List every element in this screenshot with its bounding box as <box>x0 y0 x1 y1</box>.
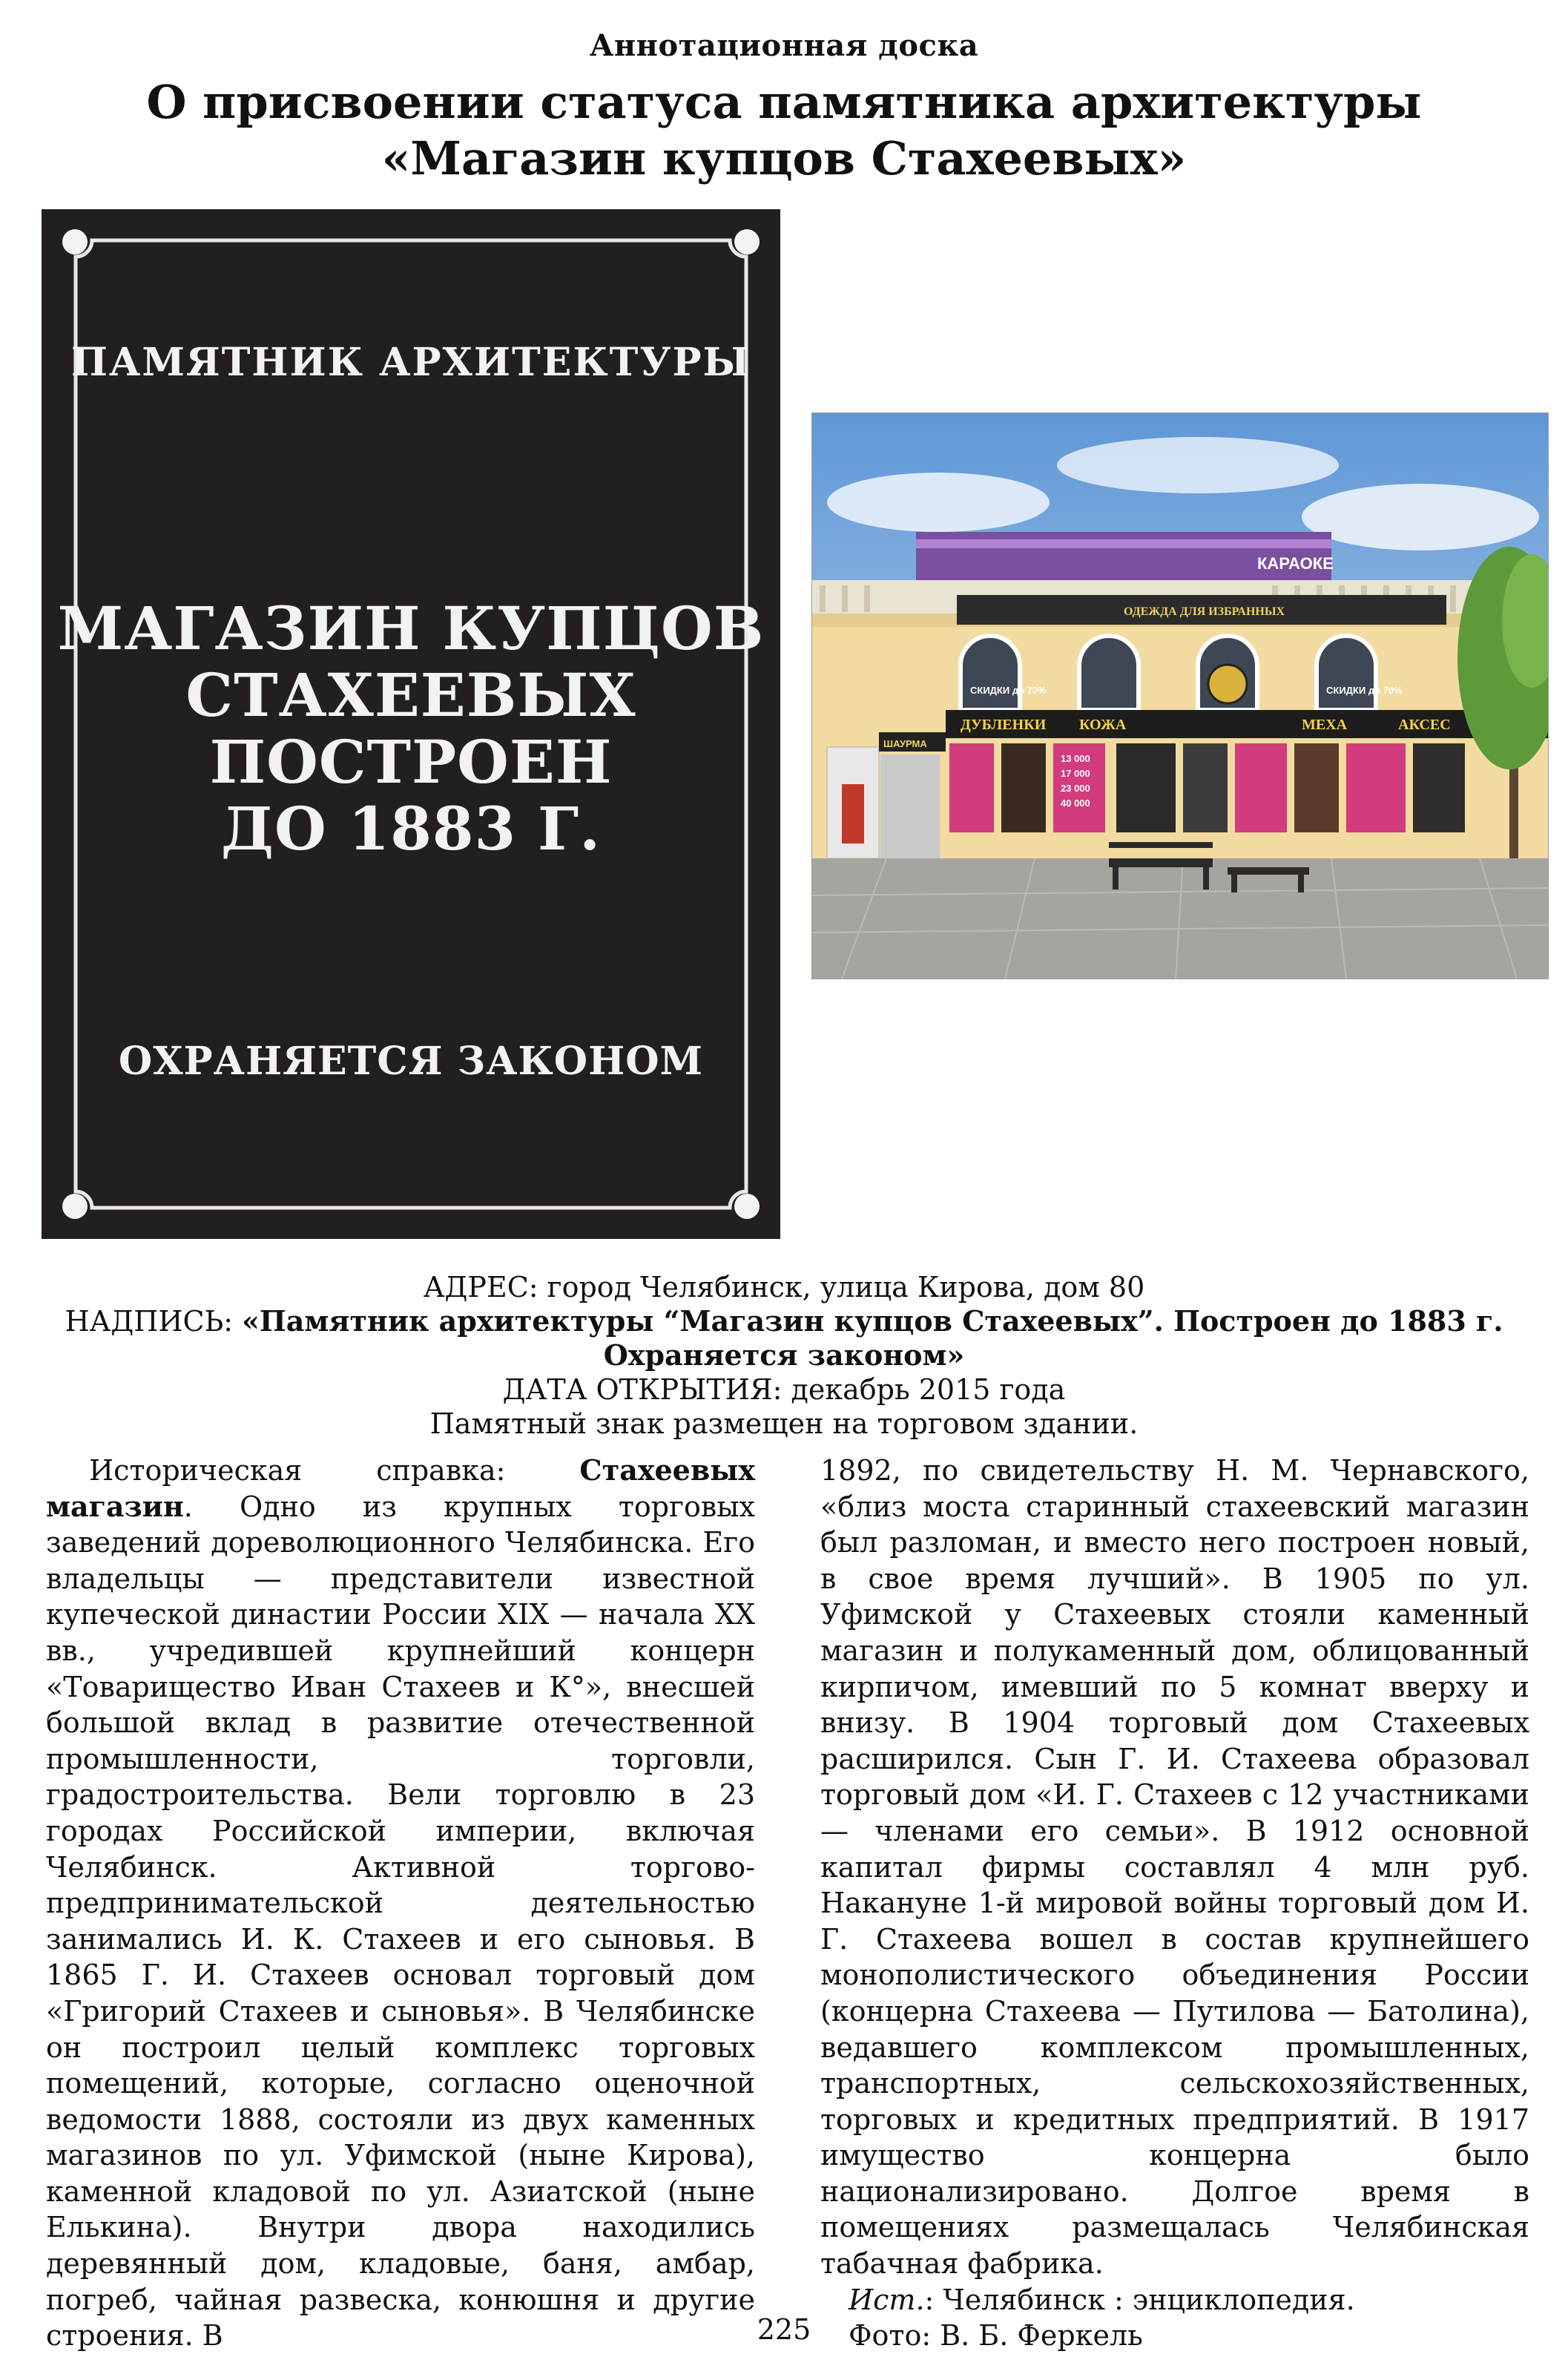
plaque-line-3: ПОСТРОЕН <box>209 727 613 797</box>
title-line-1: О присвоении статуса памятника архитектуры <box>146 75 1422 129</box>
title-line-2: «Магазин купцов Стахеевых» <box>381 131 1187 185</box>
body-column-left <box>46 1453 755 2354</box>
history-lead: Историческая справка: <box>89 1454 580 1487</box>
address-value: город Челябинск, улица Кирова, дом 80 <box>538 1271 1145 1303</box>
plaque-screw-top-right <box>734 229 760 254</box>
plaque-line-2: СТАХЕЕВЫХ <box>185 660 636 730</box>
plaque-heading: ПАМЯТНИК АРХИТЕКТУРЫ <box>70 340 751 385</box>
source-label: Ист. <box>849 2283 925 2316</box>
history-paragraph <box>46 1453 755 2354</box>
plaque-screw-bottom-right <box>734 1194 760 1219</box>
sign-akses: АКСЕС <box>1398 717 1451 733</box>
opening-line <box>0 1372 1568 1407</box>
address-label: АДРЕС: <box>423 1271 538 1303</box>
page-title <box>0 74 1568 187</box>
plaque-screw-top-left <box>62 229 88 254</box>
price-4: 40 000 <box>1061 798 1090 809</box>
inscription-label: НАДПИСЬ: <box>65 1305 243 1338</box>
price-3: 23 000 <box>1061 783 1090 794</box>
opening-label: ДАТА ОТКРЫТИЯ: <box>502 1373 783 1406</box>
history-subject: Стахеевых магазин <box>46 1453 755 1523</box>
sign-shaurma: ШАУРМА <box>883 738 927 749</box>
sign-mekha: МЕХА <box>1302 717 1348 733</box>
inscription-line-2 <box>0 1338 1568 1372</box>
monument-metadata <box>0 1270 1568 1441</box>
building-photo-drawing <box>812 413 1548 979</box>
awning-sign: ОДЕЖДА ДЛЯ ИЗБРАННЫХ <box>1124 605 1285 618</box>
inscription-text-1: «Памятник архитектуры “Магазин купцов Стахеевых”. Построен до 1883 г. <box>242 1304 1503 1338</box>
plaque-footer: ОХРАНЯЕТСЯ ЗАКОНОМ <box>118 1039 704 1084</box>
sign-dublenki: ДУБЛЕНКИ <box>961 717 1047 733</box>
inscription-line-1 <box>0 1304 1568 1338</box>
price-2: 17 000 <box>1061 768 1090 779</box>
address-line <box>0 1270 1568 1304</box>
inscription-text-2: Охраняется законом» <box>603 1338 965 1372</box>
memorial-plaque <box>42 209 780 1239</box>
plaque-screw-bottom-left <box>62 1194 88 1219</box>
history-text-2: 1892, по свидетельству Н. М. Чернавского, «близ моста старинный стахеевский магазин был разломан, и вместо него построен новый, в свое время лучший». В 1905 по ул. Уфимской у Стахеевых стояли каменный магазин и полукаменный дом, облицованный кирпичом, имевший по 5 комнат вверху и внизу. В 1904 торговый дом Стахеевых расширился. Сын Г. И. Стахеева образовал торговый дом «И. Г. Стахеев с 12 участниками — членами его семьи». В 1912 основной капитал фирмы составлял 4 млн руб. Накануне 1-й мировой войны торговый дом И. Г. Стахеева вошел в состав крупнейшего монополистического объединения России (концерна Стахеева — Путилова — Батолина), ведавшего комплексом промышленных, транспортных, сельскохозяйственных, торговых и кредитных предприятий. В 1917 имущество концерна было национализировано. Долгое время в помещениях размещалась Челябинская табачная фабрика. <box>820 1454 1529 2281</box>
building-photo <box>811 412 1549 979</box>
photo-credit: Фото: В. Б. Феркель <box>849 2319 1143 2353</box>
source-value: : Челябинск : энциклопедия. <box>924 2283 1355 2316</box>
sale-poster-1: СКИДКИ до 70% <box>970 685 1047 696</box>
body-column-right <box>820 1453 1529 2354</box>
sign-kozha: КОЖА <box>1079 717 1127 733</box>
sale-poster-2: СКИДКИ до 70% <box>1326 685 1403 696</box>
history-text-1: . Одно из крупных торговых заведений дореволюционного Челябинска. Его владельцы — представители известной купеческой династии России XIX — начала XX вв., учредившей крупнейший концерн «Товарищество Иван Стахеев и К°», внесшей большой вклад в развитие отечественной промышленности, торговли, градостроительства. Вели торговлю в 23 городах Российской империи, включая Челябинск. Активной торгово-предпринимательской деятельностью занимались И. К. Стахеев и его сыновья. В 1865 Г. И. Стахеев основал торговый дом «Григорий Стахеев и сыновья». В Челябинске он построил целый комплекс торговых помещений, которые, согласно оценочной ведомости 1888, состояли из двух каменных магазинов по ул. Уфимской (ныне Кирова), каменной кладовой по ул. Азиатской (ныне Елькина). Внутри двора находились деревянный дом, кладовые, баня, амбар, погреб, чайная развеска, конюшня и другие строения. В <box>46 1490 755 2353</box>
page-number: 225 <box>757 2313 811 2346</box>
placement-line: Памятный знак размещен на торговом здании. <box>429 1407 1139 1440</box>
plaque-main-text <box>42 595 780 862</box>
price-1: 13 000 <box>1061 753 1090 764</box>
plaque-line-4: ДО 1883 Г. <box>220 794 602 864</box>
banner-text: КАРАОКЕ <box>1257 554 1334 573</box>
opening-value: декабрь 2015 года <box>782 1373 1066 1406</box>
source-line <box>849 2282 1529 2318</box>
plaque-line-1: МАГАЗИН КУПЦОВ <box>57 594 765 663</box>
section-kicker: Аннотационная доска <box>589 28 979 63</box>
